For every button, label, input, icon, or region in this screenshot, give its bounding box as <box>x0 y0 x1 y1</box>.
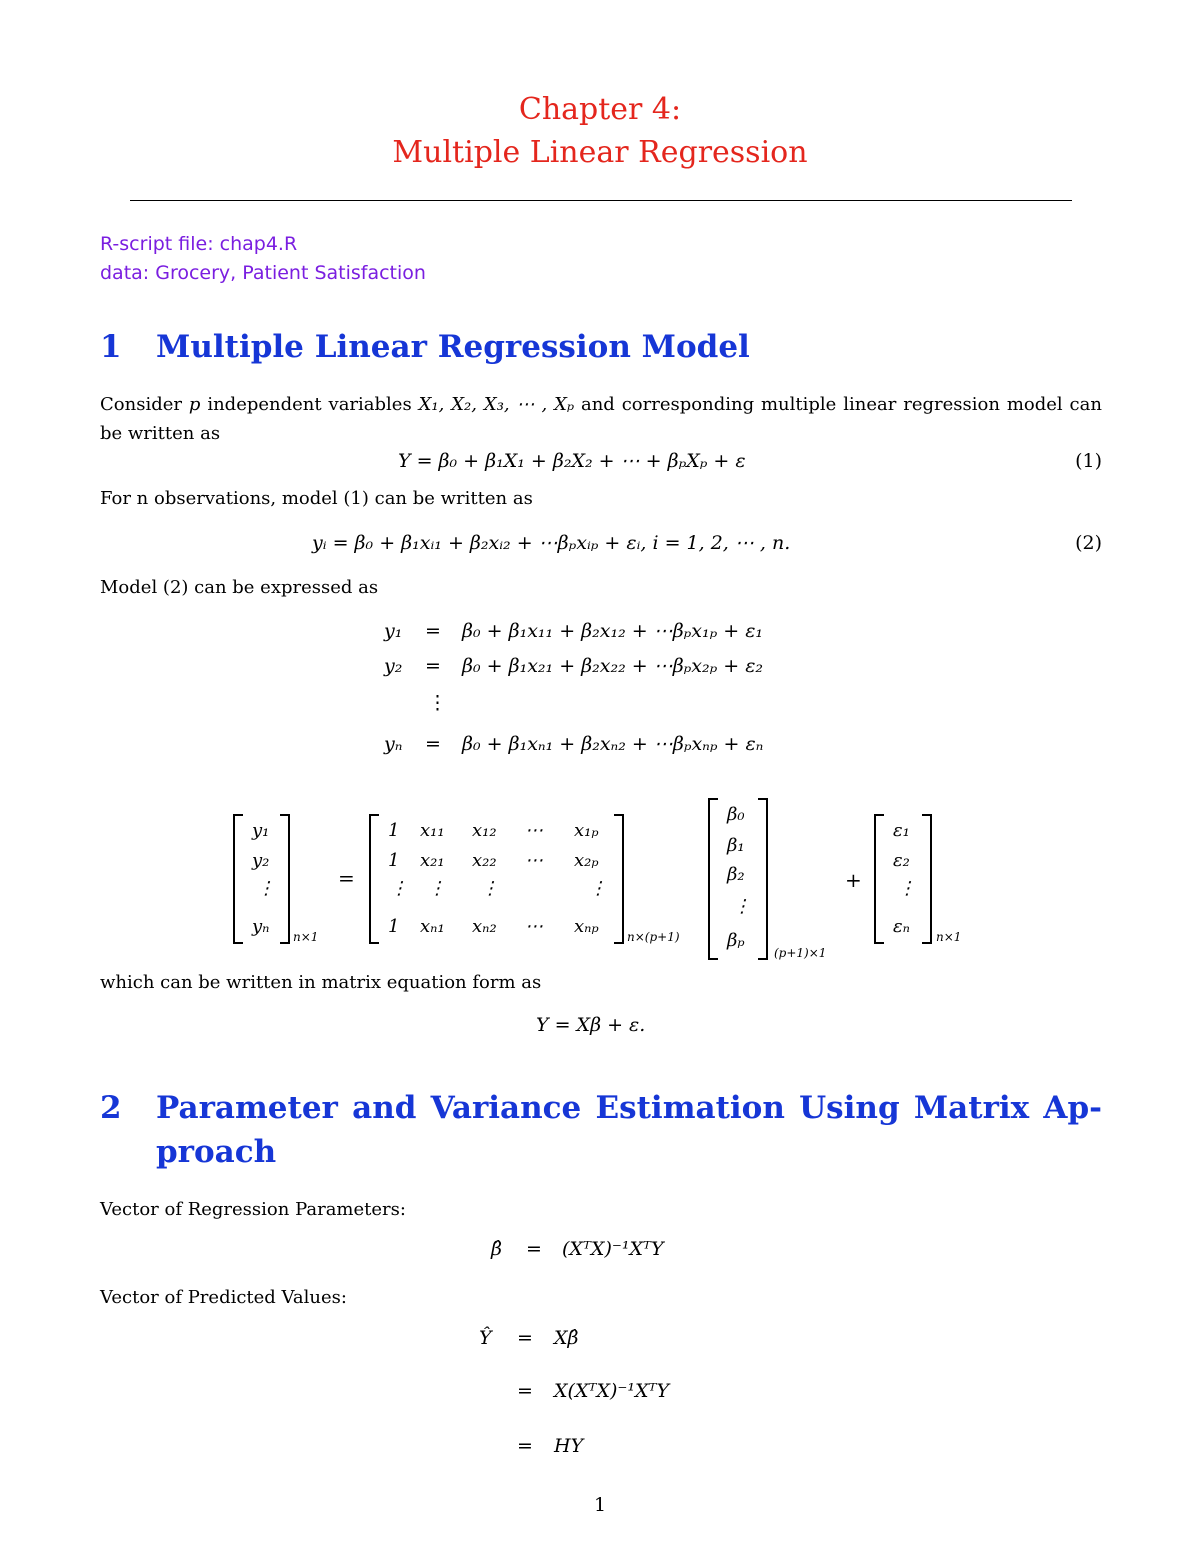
beta-hat-rhs: (XᵀX)⁻¹XᵀY <box>562 1238 664 1260</box>
intro-text-1: Consider <box>100 394 182 415</box>
eps-entry: ε₁ <box>893 820 910 841</box>
x-cell: ⋮ <box>390 878 408 899</box>
equation-2: yᵢ = β₀ + β₁xᵢ₁ + β₂xᵢ₂ + ⋯βₚxᵢₚ + εᵢ, i = 1, 2, ⋯ , n. <box>312 532 791 554</box>
beta-entry: ⋮ <box>733 896 751 917</box>
beta-entry: β₁ <box>727 835 745 856</box>
x-left-bracket <box>369 814 379 944</box>
x-cell: x₁₂ <box>472 820 497 841</box>
y-dimension: n×1 <box>293 930 319 944</box>
x-cell: xₙₚ <box>574 916 599 937</box>
system-rel-n: = <box>425 733 441 755</box>
section-1-title: Multiple Linear Regression Model <box>156 329 750 365</box>
vector-params-label: Vector of Regression Parameters: <box>100 1199 406 1220</box>
section-2-heading <box>100 1090 1102 1126</box>
yhat-lhs: Ŷ <box>479 1327 492 1349</box>
rscript-file-line: R-script file: chap4.R <box>100 233 298 255</box>
beta-entry: β₂ <box>727 864 745 885</box>
yhat-rel-3: = <box>517 1435 533 1457</box>
eps-entry: ⋮ <box>898 878 916 899</box>
eps-left-bracket <box>874 814 884 944</box>
x-cell: x₁₁ <box>420 820 445 841</box>
equation-1: Y = β₀ + β₁X₁ + β₂X₂ + ⋯ + βₚXₚ + ε <box>398 450 746 472</box>
section-2-number: 2 <box>100 1090 122 1126</box>
yhat-rhs-1: Xβ̂ <box>554 1327 579 1349</box>
beta-dimension: (p+1)×1 <box>774 946 827 960</box>
equation-2-tag: (2) <box>1075 532 1102 554</box>
x-right-bracket <box>614 814 624 944</box>
section-2-title-line-1: Parameter and Variance Estimation Using Matrix Ap- <box>156 1090 1102 1126</box>
beta-entry: βₚ <box>727 930 745 951</box>
x-cell: x₂₂ <box>472 850 497 871</box>
x-cell: ⋮ <box>428 878 446 899</box>
y-entry: yₙ <box>252 916 270 937</box>
x-cell: ⋯ <box>525 916 543 937</box>
equation-1-tag: (1) <box>1075 450 1102 472</box>
yhat-rhs-2: X(XᵀX)⁻¹XᵀY <box>554 1380 670 1402</box>
system-rhs-1: β₀ + β₁x₁₁ + β₂x₁₂ + ⋯βₚx₁ₚ + ε₁ <box>462 620 764 642</box>
beta-entry: β₀ <box>727 804 745 825</box>
yhat-rel-2: = <box>517 1380 533 1402</box>
page-number: 1 <box>593 1494 607 1516</box>
x-cell: x₁ₚ <box>574 820 599 841</box>
beta-left-bracket <box>708 798 718 960</box>
observations-text: For n observations, model (1) can be written as <box>100 488 533 509</box>
system-rhs-2: β₀ + β₁x₂₁ + β₂x₂₂ + ⋯βₚx₂ₚ + ε₂ <box>462 655 764 677</box>
y-left-bracket <box>233 814 243 944</box>
eps-entry: ε₂ <box>893 850 910 871</box>
data-line: data: Grocery, Patient Satisfaction <box>100 262 426 284</box>
x-cell: ⋮ <box>589 878 607 899</box>
title-rule <box>130 200 1072 201</box>
x-cell: x₂ₚ <box>574 850 599 871</box>
system-lhs-n: yₙ <box>384 733 403 755</box>
system-rel-2: = <box>425 655 441 677</box>
beta-hat-lhs: β̂ <box>491 1238 502 1260</box>
model-2-text: Model (2) can be expressed as <box>100 577 379 598</box>
eps-entry: εₙ <box>893 916 910 937</box>
x-dimension: n×(p+1) <box>627 930 680 944</box>
y-entry: y₁ <box>252 820 270 841</box>
x-cell: xₙ₁ <box>420 916 445 937</box>
intro-var-p: p <box>188 394 201 415</box>
vector-pred-label: Vector of Predicted Values: <box>100 1287 347 1308</box>
section-1-heading <box>100 329 750 365</box>
eps-dimension: n×1 <box>936 930 962 944</box>
system-lhs-1: y₁ <box>384 620 403 642</box>
chapter-heading: Chapter 4: <box>518 92 682 127</box>
matrix-equals: = <box>338 866 355 890</box>
x-cell: 1 <box>388 820 400 841</box>
system-rel-1: = <box>425 620 441 642</box>
system-vdots: ⋮ <box>428 692 447 714</box>
x-cell: 1 <box>388 850 400 871</box>
x-cell: 1 <box>388 916 400 937</box>
system-lhs-2: y₂ <box>384 655 403 677</box>
section-1-intro <box>100 390 1102 448</box>
intro-text-3: and corresponding multiple linear regression model can be written as <box>100 394 1102 444</box>
yhat-rhs-3: HY <box>554 1435 584 1457</box>
y-entry: y₂ <box>252 850 270 871</box>
eps-right-bracket <box>922 814 932 944</box>
matrix-form-text: which can be written in matrix equation form as <box>100 972 542 993</box>
beta-hat-rel: = <box>526 1238 542 1260</box>
y-entry: ⋮ <box>257 878 275 899</box>
x-cell: x₂₁ <box>420 850 445 871</box>
matrix-plus: + <box>845 868 862 892</box>
x-cell: ⋮ <box>481 878 499 899</box>
intro-text-2: independent variables <box>207 394 412 415</box>
beta-right-bracket <box>758 798 768 960</box>
x-cell: xₙ₂ <box>472 916 497 937</box>
yhat-rel-1: = <box>517 1327 533 1349</box>
section-2-title-line-2: proach <box>156 1134 277 1170</box>
matrix-equation-compact: Y = Xβ + ε. <box>536 1014 646 1036</box>
section-1-number: 1 <box>100 329 122 365</box>
x-cell: ⋯ <box>525 820 543 841</box>
y-right-bracket <box>280 814 290 944</box>
chapter-title: Multiple Linear Regression <box>392 135 808 170</box>
intro-vars: X₁, X₂, X₃, ⋯ , Xₚ <box>418 394 575 415</box>
system-rhs-n: β₀ + β₁xₙ₁ + β₂xₙ₂ + ⋯βₚxₙₚ + εₙ <box>462 733 764 755</box>
x-cell: ⋯ <box>525 850 543 871</box>
